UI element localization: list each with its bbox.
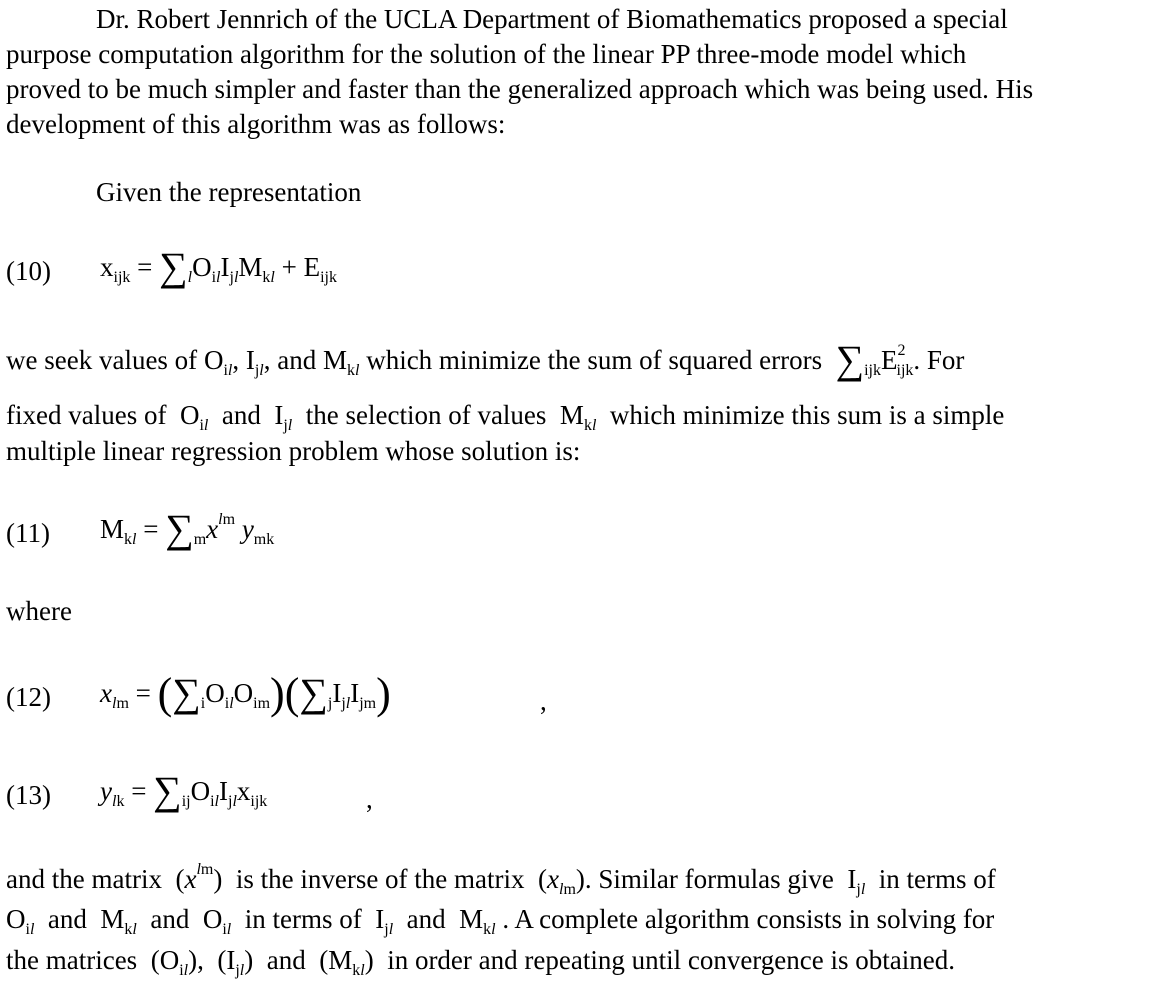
paragraph-line-4: development of this algorithm was as follows:: [6, 109, 506, 139]
equation-11: $M_{kl} = \sum_mx^{lm}$ $y_{mk}$: [100, 506, 275, 551]
given-text: Given the representation: [96, 177, 362, 207]
equation-13-number: (13): [6, 780, 51, 810]
paragraph-line-7: multiple linear regression problem whose solution is:: [6, 436, 581, 466]
paragraph-line-6: fixed values of $O_{il}$ and $I_{jl}$ the selection of values $M_{kl}$ which minimize this sum is a simple: [6, 400, 1005, 434]
paragraph-line-3: proved to be much simpler and faster than the generalized approach which was being used. His: [6, 74, 1034, 104]
equation-10: $x_{ijk} = \sum_lO_{il}I_{jl}M_{kl} + E_{ijk}$: [100, 244, 337, 289]
equation-12-comma: ,: [540, 686, 547, 716]
equation-13: $y_{lk} = \sum_{ij}O_{il}I_{jl}x_{ijk}$: [100, 768, 268, 813]
paragraph-line-1: Dr. Robert Jennrich of the UCLA Department of Biomathematics proposed a special: [96, 4, 1008, 34]
paragraph-line-5: we seek values of $O_{il}$, $I_{jl}$, and $M_{kl}$ which minimize the sum of squared errors $\sum_{ijk}E^2_{ijk}$. For: [6, 337, 965, 382]
equation-10-number: (10): [6, 256, 51, 286]
where-text: where: [6, 596, 72, 626]
paragraph-line-2: purpose computation algorithm for the solution of the linear PP three-mode model which: [6, 39, 967, 69]
equation-11-number: (11): [6, 518, 50, 548]
paragraph-line-9: $O_{il}$ and $M_{kl}$ and $O_{il}$ in terms of $I_{jl}$ and $M_{kl}$ . A complete algorithm consists in solving for: [6, 904, 995, 938]
equation-13-comma: ,: [366, 784, 373, 814]
equation-12-number: (12): [6, 682, 51, 712]
paragraph-line-10: the matrices $(O_{il})$, $(I_{jl})$ and $(M_{kl})$ in order and repeating until convergence is obtained.: [6, 945, 955, 979]
paragraph-line-8: and the matrix $(x^{lm})$ is the inverse of the matrix $(x_{lm})$. Similar formulas give $I_{jl}$ in terms of: [6, 861, 996, 898]
equation-12: $x_{lm} = (\sum_iO_{il}O_{im})(\sum_jI_{jl}I_{jm})$: [100, 669, 391, 718]
